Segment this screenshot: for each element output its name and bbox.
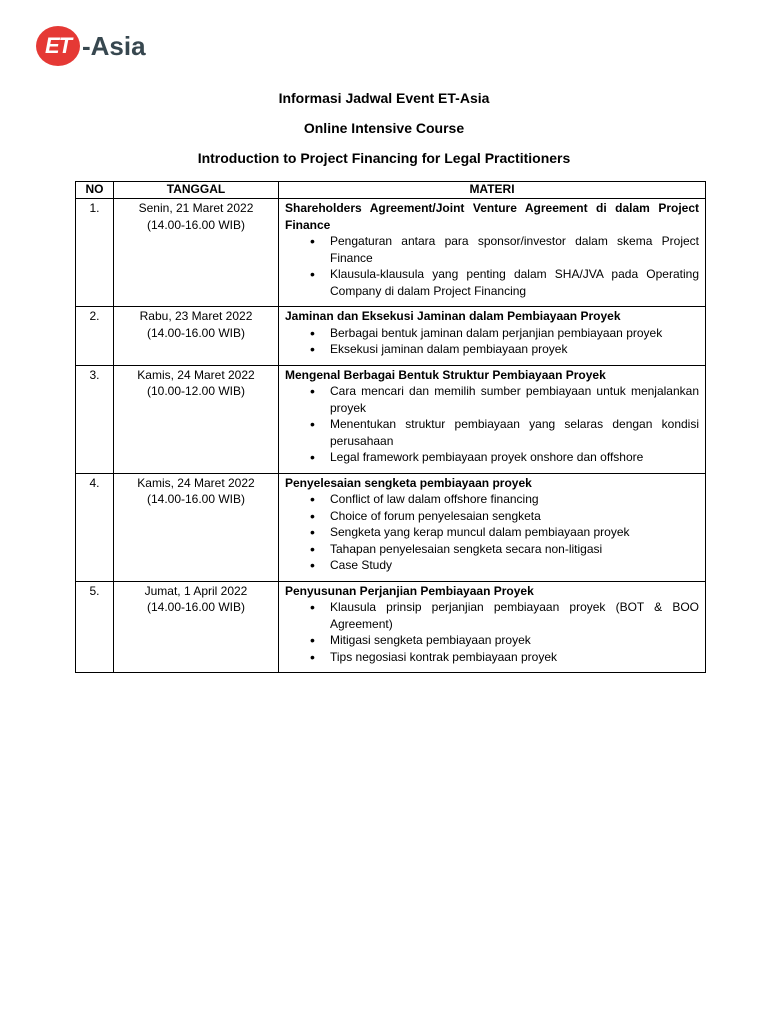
materi-list: [285, 491, 699, 574]
row-materi-cell: [279, 365, 706, 473]
row-materi-cell: [279, 473, 706, 581]
list-item: • Klausula prinsip perjanjian pembiayaan proyek (BOT & BOO Agreement): [330, 599, 699, 632]
list-item: • Klausula-klausula yang penting dalam SHA/JVA pada Operating Company di dalam Project Financing: [330, 266, 699, 299]
row-time: (14.00-16.00 WIB): [146, 217, 246, 232]
materi-list: [285, 599, 699, 665]
row-materi-cell: [279, 307, 706, 366]
row-number: 1.: [76, 199, 114, 307]
materi-list: [285, 233, 699, 299]
list-item: • Pengaturan antara para sponsor/investor dalam skema Project Finance: [330, 233, 699, 266]
schedule-table: [75, 181, 706, 673]
materi-list: [285, 325, 699, 358]
list-item: • Case Study: [330, 557, 699, 574]
row-materi-cell: [279, 581, 706, 673]
row-number: 2.: [76, 307, 114, 366]
row-date: Jumat, 1 April 2022: [144, 583, 248, 598]
row-date: Senin, 21 Maret 2022: [138, 201, 254, 215]
document-subtitle: Online Intensive Course: [303, 120, 465, 136]
row-date-cell: [114, 365, 279, 473]
row-date-cell: [114, 307, 279, 366]
row-materi-cell: [279, 199, 706, 307]
logo-text: -Asia: [82, 30, 146, 61]
table-row: [76, 307, 706, 366]
document-titles: [0, 88, 768, 166]
list-item: • Sengketa yang kerap muncul dalam pembiayaan proyek: [330, 524, 699, 541]
list-item: • Mitigasi sengketa pembiayaan proyek: [330, 632, 699, 649]
list-item: • Choice of forum penyelesaian sengketa: [330, 508, 699, 525]
row-date: Rabu, 23 Maret 2022: [139, 309, 253, 323]
list-item: • Berbagai bentuk jaminan dalam perjanjian pembiayaan proyek: [330, 325, 699, 342]
table-row: [76, 199, 706, 307]
list-item: • Cara mencari dan memilih sumber pembiayaan untuk menjalankan proyek: [330, 383, 699, 416]
row-number: 5.: [76, 581, 114, 673]
document-title: Informasi Jadwal Event ET-Asia: [278, 90, 490, 106]
materi-title: Penyusunan Perjanjian Pembiayaan Proyek: [285, 583, 534, 598]
row-date: Kamis, 24 Maret 2022: [137, 367, 255, 382]
list-item: • Menentukan struktur pembiayaan yang selaras dengan kondisi perusahaan: [330, 416, 699, 449]
header-materi: MATERI: [279, 182, 706, 199]
row-time: (14.00-16.00 WIB): [146, 492, 246, 506]
list-item: • Legal framework pembiayaan proyek onshore dan offshore: [330, 449, 699, 466]
row-number: 3.: [76, 365, 114, 473]
materi-list: [285, 383, 699, 466]
table-row: [76, 365, 706, 473]
materi-title: Mengenal Berbagai Bentuk Struktur Pembiayaan Proyek: [285, 367, 606, 382]
logo-badge: ET: [36, 26, 80, 66]
row-time: (10.00-12.00 WIB): [146, 384, 246, 398]
row-date-cell: [114, 199, 279, 307]
row-date-cell: [114, 581, 279, 673]
list-item: • Eksekusi jaminan dalam pembiayaan proyek: [330, 341, 699, 358]
et-asia-logo: [36, 26, 146, 66]
row-time: (14.00-16.00 WIB): [146, 325, 246, 340]
list-item: • Conflict of law dalam offshore financing: [330, 491, 699, 508]
table-row: [76, 473, 706, 581]
row-date: Kamis, 24 Maret 2022: [137, 475, 255, 490]
table-row: [76, 581, 706, 673]
row-number: 4.: [76, 473, 114, 581]
header-no: NO: [76, 182, 114, 199]
course-title: Introduction to Project Financing for Legal Practitioners: [197, 150, 571, 166]
materi-title: Jaminan dan Eksekusi Jaminan dalam Pembiayaan Proyek: [285, 309, 621, 323]
list-item: • Tips negosiasi kontrak pembiayaan proyek: [330, 649, 699, 666]
table-header-row: [76, 182, 706, 199]
header-tanggal: TANGGAL: [114, 182, 279, 199]
materi-title: Shareholders Agreement/Joint Venture Agreement di dalam Project Finance: [285, 201, 699, 232]
row-time: (14.00-16.00 WIB): [146, 600, 246, 614]
table-body: [76, 199, 706, 673]
row-date-cell: [114, 473, 279, 581]
list-item: • Tahapan penyelesaian sengketa secara non-litigasi: [330, 541, 699, 558]
materi-title: Penyelesaian sengketa pembiayaan proyek: [285, 475, 532, 490]
